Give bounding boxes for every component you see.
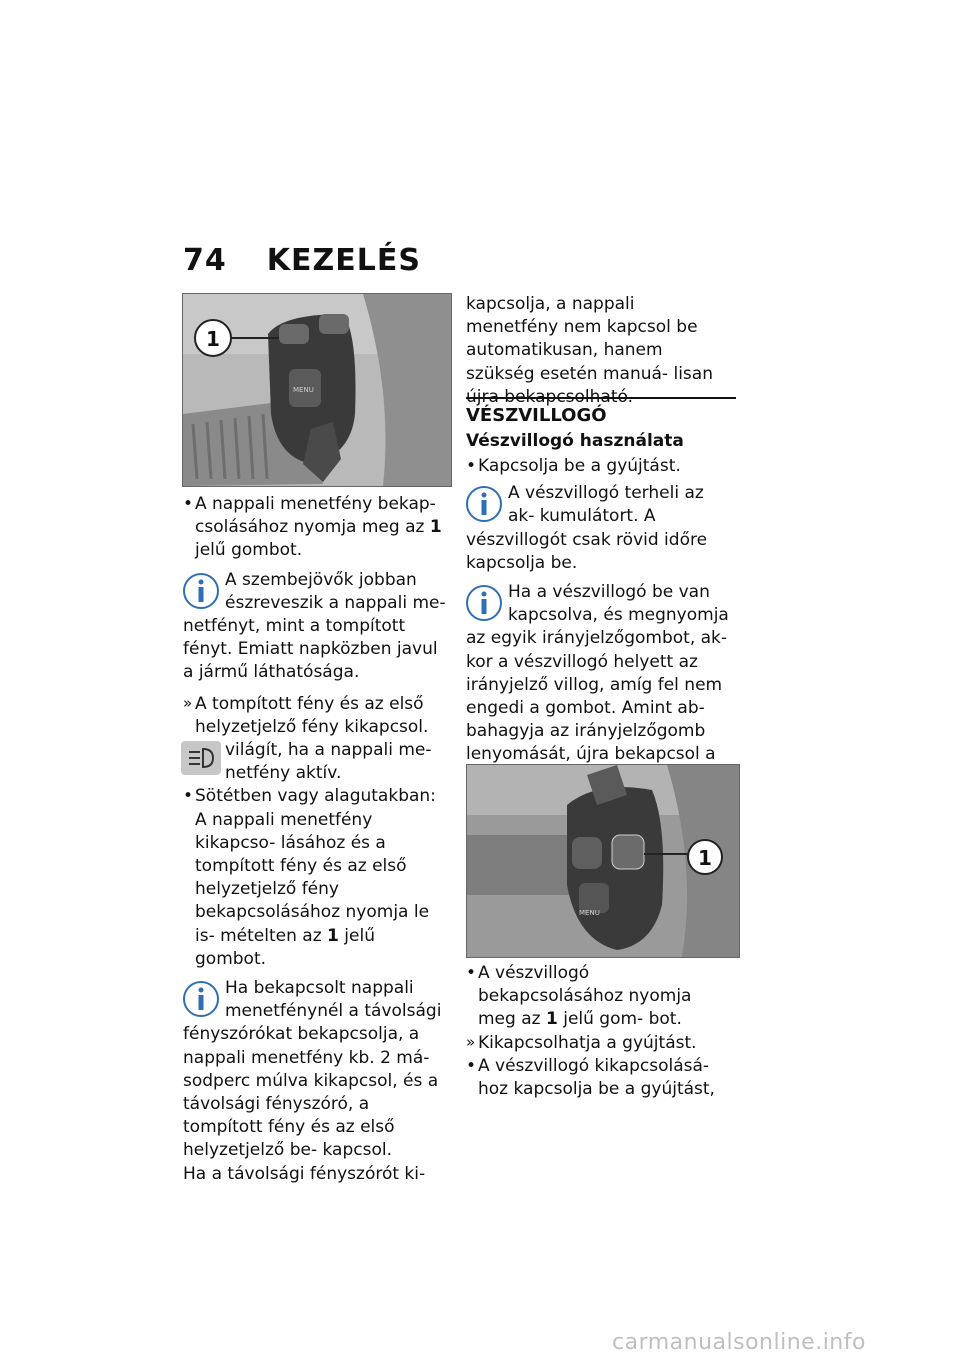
result-ignition-off: » Kikapcsolhatja a gyújtást. bbox=[466, 1032, 697, 1053]
note-high-beam: Ha bekapcsolt nappali menetfénynél a távolsági fényszórókat bekapcsolja, a nappali menetfény kb. 2 má- sodperc múlva kikapcsol, és a távolsági fényszóró, a tompított fény és az első helyzetjelző be- kapcsol. bbox=[183, 978, 442, 1161]
right-column-continuation: kapcsolja, a nappali menetfény nem kapcsol be automatikusan, hanem szükség esetén manuá- lisan újra bekapcsolható. bbox=[466, 294, 713, 407]
figure-hazard-switch bbox=[466, 764, 740, 958]
right-column-bottom bbox=[466, 962, 731, 1101]
figure2-callout-label: 1 bbox=[698, 846, 712, 870]
hazard-on-instruction: • A vészvillogó bekapcsolásához nyomja meg az 1 jelű gom- bot. bbox=[466, 962, 731, 1032]
ref-button-1c: 1 bbox=[545, 1009, 558, 1030]
info-icon bbox=[181, 571, 221, 611]
section-divider bbox=[466, 397, 736, 399]
note-battery: A vészvillogó terheli az ak- kumulátort. A vészvillogót csak rövid időre kapcsolja be. bbox=[466, 483, 708, 573]
info-icon bbox=[464, 484, 504, 524]
result-arrow-icon: » bbox=[183, 693, 193, 712]
page-header bbox=[183, 243, 421, 278]
daylight-indicator-icon bbox=[181, 741, 221, 775]
daylight-on-instruction: • A nappali menetfény bekap- csolásához nyomja meg az 1 jelű gombot. bbox=[183, 493, 448, 563]
subsection-title: Vészvillogó használata bbox=[466, 431, 684, 451]
result-lights-off: » A tompított fény és az első helyzetjelző fény kikapcsol. bbox=[183, 693, 429, 737]
left-column-text bbox=[183, 493, 448, 1186]
note-indicator-lamp: világít, ha a nappali me- netfény aktív. bbox=[183, 739, 448, 785]
watermark: carmanualsonline.info bbox=[612, 1330, 866, 1355]
result-arrow-icon: » bbox=[466, 1032, 476, 1051]
page-title: KEZELÉS bbox=[266, 243, 421, 278]
section-title: VÉSZVILLOGÓ bbox=[466, 405, 607, 426]
ref-button-1: 1 bbox=[429, 517, 442, 538]
page-number: 74 bbox=[183, 243, 227, 278]
info-icon bbox=[181, 979, 221, 1019]
note-visibility: A szembejövők jobban észreveszik a nappali me- netfényt, mint a tompított fényt. Emiatt napközben javul a jármű láthatósága. bbox=[183, 569, 446, 683]
right-column-text bbox=[466, 455, 731, 790]
note-turn-signal: Ha a vészvillogó be van kapcsolva, és megnyomja az egyik irányjelzőgombot, ak- kor a vészvillogó helyett az irányjelző villog, amíg fel nem engedi a gombot. Amint ab- bahagyja az irányjelzőgomb lenyomását, újra bekapcsol a bbox=[466, 582, 729, 765]
ref-button-1b: 1 bbox=[327, 925, 339, 946]
figure1-menu-label: MENU bbox=[293, 386, 314, 394]
tunnel-instruction: • Sötétben vagy alagutakban: A nappali menetfény kikapcso- lásához és a tompított fény és az első helyzetjelző fény bekapcsolásához nyomja le is- mételten az 1 jelű gombot. bbox=[183, 785, 448, 971]
figure2-menu-label: MENU bbox=[579, 909, 600, 917]
ignition-on-instruction: • Kapcsolja be a gyújtást. bbox=[466, 455, 731, 478]
hazard-off-instruction: • A vészvillogó kikapcsolásá- hoz kapcsolja be a gyújtást, bbox=[466, 1055, 731, 1101]
left-continuation: Ha a távolsági fényszórót ki- bbox=[183, 1163, 426, 1184]
figure1-callout-label: 1 bbox=[206, 327, 220, 351]
figure-left-switch bbox=[182, 293, 452, 487]
info-icon bbox=[464, 583, 504, 623]
